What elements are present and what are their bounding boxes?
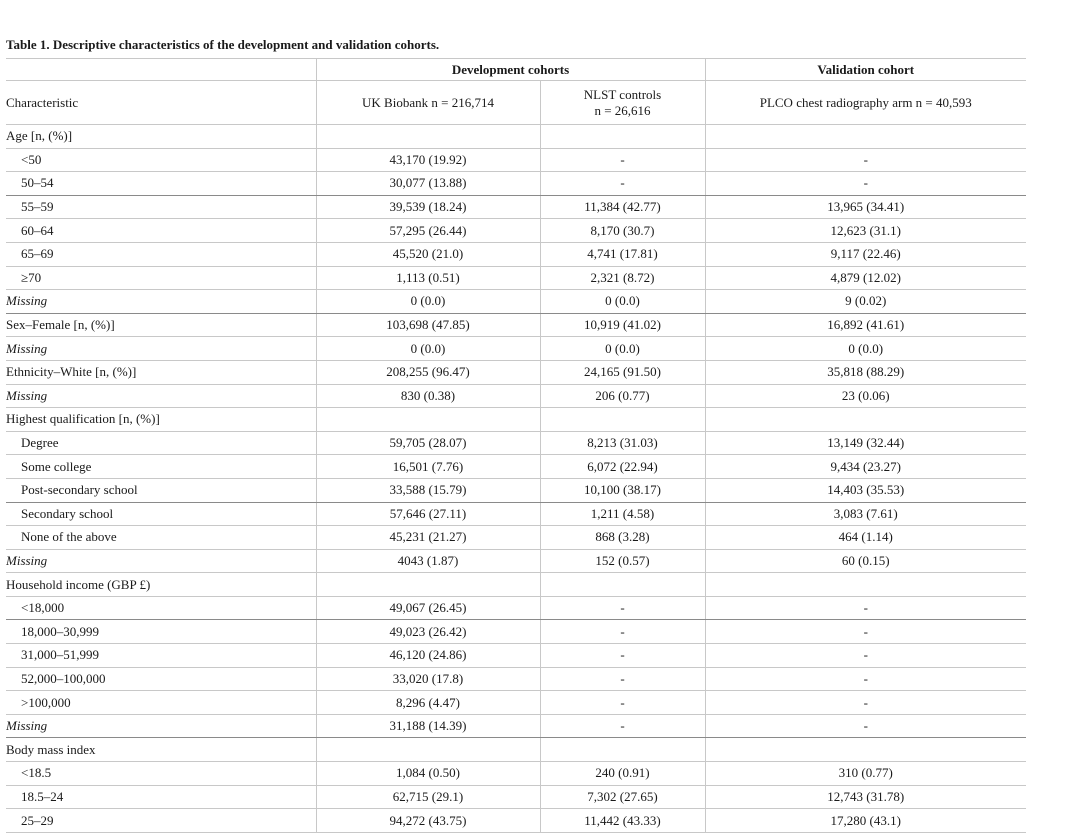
row-label-cell: Degree bbox=[6, 431, 316, 455]
nlst-cell: 0 (0.0) bbox=[540, 337, 705, 361]
row-label-cell: Post-secondary school bbox=[6, 478, 316, 502]
table-row bbox=[6, 644, 1026, 668]
plco-cell: 9,117 (22.46) bbox=[705, 242, 1026, 266]
plco-cell: 4,879 (12.02) bbox=[705, 266, 1026, 290]
uk-biobank-cell: 62,715 (29.1) bbox=[316, 785, 540, 809]
plco-cell: 464 (1.14) bbox=[705, 526, 1026, 550]
nlst-cell: - bbox=[540, 596, 705, 620]
plco-cell: - bbox=[705, 691, 1026, 715]
nlst-cell: - bbox=[540, 691, 705, 715]
row-label-cell: 18,000–30,999 bbox=[6, 620, 316, 644]
plco-cell bbox=[705, 125, 1026, 149]
plco-cell: 9,434 (23.27) bbox=[705, 455, 1026, 479]
table-row bbox=[6, 337, 1026, 361]
table-row bbox=[6, 478, 1026, 502]
plco-cell: 16,892 (41.61) bbox=[705, 313, 1026, 337]
plco-cell: - bbox=[705, 620, 1026, 644]
table-caption: Table 1. Descriptive characteristics of the development and validation cohorts. bbox=[6, 37, 440, 52]
table-row bbox=[6, 266, 1026, 290]
development-cohorts-header: Development cohorts bbox=[316, 59, 705, 81]
uk-biobank-cell: 30,077 (13.88) bbox=[316, 172, 540, 196]
uk-biobank-cell: 1,113 (0.51) bbox=[316, 266, 540, 290]
characteristic-header bbox=[6, 81, 316, 125]
nlst-cell: 206 (0.77) bbox=[540, 384, 705, 408]
row-label-cell: Sex–Female [n, (%)] bbox=[6, 313, 316, 337]
plco-cell: - bbox=[705, 148, 1026, 172]
nlst-cell: - bbox=[540, 714, 705, 738]
uk-biobank-cell: 208,255 (96.47) bbox=[316, 360, 540, 384]
row-label-cell: <50 bbox=[6, 148, 316, 172]
row-label-cell: <18,000 bbox=[6, 596, 316, 620]
table-row bbox=[6, 195, 1026, 219]
plco-cell: 23 (0.06) bbox=[705, 384, 1026, 408]
row-label-cell: Highest qualification [n, (%)] bbox=[6, 408, 316, 432]
row-label-cell: >100,000 bbox=[6, 691, 316, 715]
table-row bbox=[6, 502, 1026, 526]
uk-biobank-cell: 33,020 (17.8) bbox=[316, 667, 540, 691]
plco-cell: - bbox=[705, 172, 1026, 196]
table-row bbox=[6, 148, 1026, 172]
plco-cell: - bbox=[705, 596, 1026, 620]
uk-biobank-cell: 59,705 (28.07) bbox=[316, 431, 540, 455]
table-row bbox=[6, 809, 1026, 833]
empty-header-cell bbox=[6, 59, 316, 81]
table-row bbox=[6, 667, 1026, 691]
row-label-cell: Missing bbox=[6, 384, 316, 408]
uk-biobank-cell: 49,067 (26.45) bbox=[316, 596, 540, 620]
table-row bbox=[6, 573, 1026, 597]
uk-biobank-cell: 49,023 (26.42) bbox=[316, 620, 540, 644]
uk-biobank-cell: 94,272 (43.75) bbox=[316, 809, 540, 833]
nlst-cell bbox=[540, 408, 705, 432]
plco-cell: 17,280 (43.1) bbox=[705, 809, 1026, 833]
row-label-cell: Missing bbox=[6, 337, 316, 361]
row-label-cell: Missing bbox=[6, 290, 316, 314]
uk-biobank-cell bbox=[316, 738, 540, 762]
uk-biobank-cell: 33,588 (15.79) bbox=[316, 478, 540, 502]
table-row bbox=[6, 526, 1026, 550]
uk-biobank-cell: 31,188 (14.39) bbox=[316, 714, 540, 738]
row-label-cell: Some college bbox=[6, 455, 316, 479]
plco-cell: - bbox=[705, 667, 1026, 691]
table-row bbox=[6, 408, 1026, 432]
nlst-cell: 10,100 (38.17) bbox=[540, 478, 705, 502]
table-row bbox=[6, 714, 1026, 738]
uk-biobank-cell: 8,296 (4.47) bbox=[316, 691, 540, 715]
table-row bbox=[6, 620, 1026, 644]
nlst-cell bbox=[540, 125, 705, 149]
table-row bbox=[6, 762, 1026, 786]
plco-cell: 310 (0.77) bbox=[705, 762, 1026, 786]
table-row bbox=[6, 360, 1026, 384]
nlst-cell: - bbox=[540, 172, 705, 196]
uk-biobank-cell: 4043 (1.87) bbox=[316, 549, 540, 573]
row-label-cell: 52,000–100,000 bbox=[6, 667, 316, 691]
nlst-cell bbox=[540, 738, 705, 762]
uk-biobank-cell: 1,084 (0.50) bbox=[316, 762, 540, 786]
nlst-header-line2: n = 26,616 bbox=[594, 102, 651, 118]
nlst-cell: - bbox=[540, 148, 705, 172]
group-header-row bbox=[6, 59, 1026, 81]
uk-biobank-cell: 57,295 (26.44) bbox=[316, 219, 540, 243]
row-label-cell: Ethnicity–White [n, (%)] bbox=[6, 360, 316, 384]
plco-cell: - bbox=[705, 644, 1026, 668]
uk-biobank-cell: 45,231 (21.27) bbox=[316, 526, 540, 550]
nlst-cell: 1,211 (4.58) bbox=[540, 502, 705, 526]
uk-biobank-cell bbox=[316, 573, 540, 597]
table-row bbox=[6, 785, 1026, 809]
table-row bbox=[6, 549, 1026, 573]
table-row bbox=[6, 313, 1026, 337]
plco-cell: 14,403 (35.53) bbox=[705, 478, 1026, 502]
uk-biobank-cell: 39,539 (18.24) bbox=[316, 195, 540, 219]
nlst-cell: - bbox=[540, 667, 705, 691]
plco-cell: - bbox=[705, 714, 1026, 738]
plco-cell: 13,149 (32.44) bbox=[705, 431, 1026, 455]
nlst-cell: 11,442 (43.33) bbox=[540, 809, 705, 833]
uk-biobank-cell bbox=[316, 408, 540, 432]
plco-cell: 9 (0.02) bbox=[705, 290, 1026, 314]
uk-biobank-cell bbox=[316, 125, 540, 149]
table-row bbox=[6, 242, 1026, 266]
nlst-controls-header bbox=[540, 81, 705, 125]
uk-biobank-cell: 43,170 (19.92) bbox=[316, 148, 540, 172]
nlst-cell bbox=[540, 573, 705, 597]
nlst-cell: 0 (0.0) bbox=[540, 290, 705, 314]
row-label-cell: Missing bbox=[6, 714, 316, 738]
uk-biobank-cell: 16,501 (7.76) bbox=[316, 455, 540, 479]
nlst-cell: 2,321 (8.72) bbox=[540, 266, 705, 290]
uk-biobank-cell: 103,698 (47.85) bbox=[316, 313, 540, 337]
characteristic-header-text: Characteristic bbox=[6, 94, 79, 110]
plco-cell: 35,818 (88.29) bbox=[705, 360, 1026, 384]
row-label-cell: Age [n, (%)] bbox=[6, 125, 316, 149]
nlst-cell: 8,170 (30.7) bbox=[540, 219, 705, 243]
plco-header: PLCO chest radiography arm n = 40,593 bbox=[705, 81, 1026, 125]
plco-cell: 0 (0.0) bbox=[705, 337, 1026, 361]
row-label-cell: 60–64 bbox=[6, 219, 316, 243]
plco-cell: 12,743 (31.78) bbox=[705, 785, 1026, 809]
nlst-cell: 24,165 (91.50) bbox=[540, 360, 705, 384]
nlst-header-line1: NLST controls bbox=[583, 86, 662, 102]
row-label-cell: <18.5 bbox=[6, 762, 316, 786]
row-label-cell: Household income (GBP £) bbox=[6, 573, 316, 597]
uk-biobank-cell: 0 (0.0) bbox=[316, 290, 540, 314]
table-row bbox=[6, 172, 1026, 196]
characteristics-table bbox=[6, 58, 1026, 833]
table-row bbox=[6, 596, 1026, 620]
uk-biobank-cell: 57,646 (27.11) bbox=[316, 502, 540, 526]
nlst-cell: 868 (3.28) bbox=[540, 526, 705, 550]
plco-cell bbox=[705, 573, 1026, 597]
row-label-cell: 18.5–24 bbox=[6, 785, 316, 809]
column-header-row bbox=[6, 81, 1026, 125]
nlst-cell: 240 (0.91) bbox=[540, 762, 705, 786]
row-label-cell: Missing bbox=[6, 549, 316, 573]
nlst-cell: 7,302 (27.65) bbox=[540, 785, 705, 809]
row-label-cell: 25–29 bbox=[6, 809, 316, 833]
nlst-cell: 152 (0.57) bbox=[540, 549, 705, 573]
uk-biobank-cell: 46,120 (24.86) bbox=[316, 644, 540, 668]
row-label-cell: 31,000–51,999 bbox=[6, 644, 316, 668]
table-row bbox=[6, 455, 1026, 479]
uk-biobank-cell: 830 (0.38) bbox=[316, 384, 540, 408]
row-label-cell: ≥70 bbox=[6, 266, 316, 290]
table-row bbox=[6, 290, 1026, 314]
nlst-cell: 4,741 (17.81) bbox=[540, 242, 705, 266]
nlst-cell: 6,072 (22.94) bbox=[540, 455, 705, 479]
row-label-cell: None of the above bbox=[6, 526, 316, 550]
nlst-cell: - bbox=[540, 644, 705, 668]
row-label-cell: Body mass index bbox=[6, 738, 316, 762]
uk-biobank-cell: 0 (0.0) bbox=[316, 337, 540, 361]
nlst-cell: 8,213 (31.03) bbox=[540, 431, 705, 455]
plco-cell: 13,965 (34.41) bbox=[705, 195, 1026, 219]
table-row bbox=[6, 691, 1026, 715]
plco-cell: 3,083 (7.61) bbox=[705, 502, 1026, 526]
uk-biobank-header: UK Biobank n = 216,714 bbox=[316, 81, 540, 125]
nlst-cell: 10,919 (41.02) bbox=[540, 313, 705, 337]
table-row bbox=[6, 738, 1026, 762]
row-label-cell: 65–69 bbox=[6, 242, 316, 266]
table-row bbox=[6, 219, 1026, 243]
plco-cell: 12,623 (31.1) bbox=[705, 219, 1026, 243]
nlst-cell: - bbox=[540, 620, 705, 644]
row-label-cell: Secondary school bbox=[6, 502, 316, 526]
table-row bbox=[6, 125, 1026, 149]
uk-biobank-cell: 45,520 (21.0) bbox=[316, 242, 540, 266]
table-row bbox=[6, 384, 1026, 408]
row-label-cell: 50–54 bbox=[6, 172, 316, 196]
plco-cell: 60 (0.15) bbox=[705, 549, 1026, 573]
row-label-cell: 55–59 bbox=[6, 195, 316, 219]
table-row bbox=[6, 431, 1026, 455]
plco-cell bbox=[705, 408, 1026, 432]
nlst-cell: 11,384 (42.77) bbox=[540, 195, 705, 219]
plco-cell bbox=[705, 738, 1026, 762]
validation-cohort-header: Validation cohort bbox=[705, 59, 1026, 81]
